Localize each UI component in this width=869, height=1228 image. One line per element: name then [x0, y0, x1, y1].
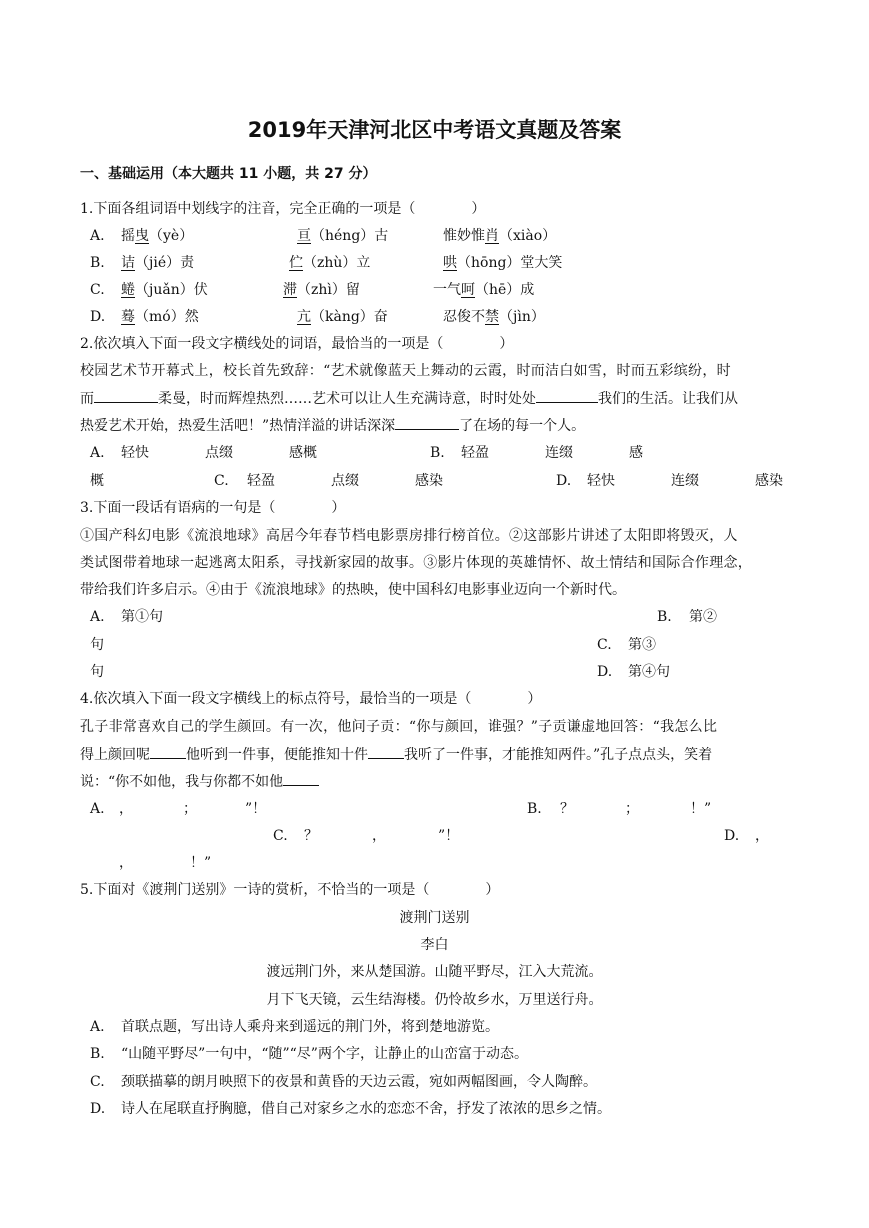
page-title: 2019年天津河北区中考语文真题及答案: [247, 118, 622, 142]
q4-option-c-mark1: ？: [304, 828, 318, 844]
q2-stem: 2.依次填入下面一段文字横线处的词语，最恰当的一项是（ ）: [80, 336, 514, 352]
q4-passage-line2: 得上颜回呢 他听到一件事，便能推知十件 我听了一件事，才能推知两件。”孔子点点头，笑着: [80, 744, 712, 765]
q3-option-a-text: 第①句: [121, 609, 163, 625]
q3-option-b-label: B.: [657, 609, 672, 625]
q3-passage-line1: ①国产科幻电影《流浪地球》高居今年春节档电影票房排行榜首位。②这部影片讲述了太阳即将毁灭，人: [80, 528, 738, 544]
q4-option-b-label: B.: [527, 801, 542, 817]
q3-option-d-label: D.: [597, 664, 613, 680]
q5-stem: 5.下面对《渡荆门送别》一诗的赏析，不恰当的一项是（ ）: [80, 882, 500, 898]
poem-author: 李白: [420, 937, 449, 953]
q1-option-b-item2: 伫（zhù）立: [289, 255, 371, 271]
q2-option-b-word2: 连缀: [545, 445, 573, 461]
q2-option-c-word3: 感染: [415, 473, 443, 489]
q4-option-d-mark2: ，: [119, 855, 133, 871]
q2-passage-line1: 校园艺术节开幕式上，校长首先致辞：“艺术就像蓝天上舞动的云霞，时而洁白如雪，时而五彩缤纷，时: [80, 363, 731, 379]
q3-stem: 3.下面一段话有语病的一句是（ ）: [80, 500, 346, 516]
q3-option-b-text-cont: 句: [90, 637, 104, 653]
q2-passage-line3: 热爱艺术开始，热爱生活吧！”热情洋溢的讲话深深 了在场的每一个人。: [80, 415, 585, 436]
q2-option-d-label: D.: [556, 473, 572, 489]
q4-option-a-label: A.: [90, 801, 105, 817]
q2-option-c-word1: 轻盈: [247, 473, 275, 489]
q2-option-d-word2: 连缀: [671, 473, 699, 489]
q1-option-c-item1: 蜷（juǎn）伏: [121, 282, 208, 298]
q4-option-c-mark2: ，: [372, 828, 386, 844]
q1-option-a-item2: 亘（héng）古: [297, 228, 389, 244]
poem-line-2: 月下飞天镜，云生结海楼。仍怜故乡水，万里送行舟。: [266, 992, 603, 1008]
q4-option-b-mark1: ？: [560, 801, 574, 817]
q2-option-b-word3b: 概: [90, 473, 104, 489]
q5-option-c-label: C.: [90, 1074, 105, 1090]
q2-option-a-word3: 感概: [289, 445, 317, 461]
q1-option-c-item2: 滞（zhì）留: [283, 282, 360, 298]
q1-option-b-label: B.: [90, 255, 105, 271]
q2-option-b-word3a: 感: [629, 445, 643, 461]
q5-option-d-text: 诗人在尾联直抒胸臆，借自己对家乡之水的恋恋不舍，抒发了浓浓的思乡之情。: [121, 1101, 611, 1117]
q4-stem: 4.依次填入下面一段文字横线上的标点符号，最恰当的一项是（ ）: [80, 691, 542, 707]
q5-option-a-text: 首联点题，写出诗人乘舟来到遥远的荆门外，将到楚地游览。: [121, 1019, 499, 1035]
q1-option-b-item1: 诘（jié）责: [121, 255, 195, 271]
q4-blank-1: [150, 744, 186, 759]
q2-option-b-label: B.: [430, 445, 445, 461]
q4-option-d-mark3: ！”: [190, 855, 212, 871]
q2-option-b-word1: 轻盈: [461, 445, 489, 461]
q5-option-c-text: 颈联描摹的朗月映照下的夜景和黄昏的天边云霞，宛如两幅图画，令人陶醉。: [121, 1074, 597, 1090]
q2-option-a-word1: 轻快: [121, 445, 149, 461]
q2-option-a-word2: 点缀: [205, 445, 233, 461]
q4-option-c-mark3: ”！: [438, 828, 460, 844]
q3-option-b-text: 第②: [689, 609, 717, 625]
q3-option-a-label: A.: [90, 609, 105, 625]
q2-option-a-label: A.: [90, 445, 105, 461]
q4-passage-line3: 说：“你不如他，我与你都不如他: [80, 771, 319, 792]
q3-passage-line3: 带给我们许多启示。④由于《流浪地球》的热映，使中国科幻电影事业迈向一个新时代。: [80, 582, 626, 598]
q2-option-c-label: C.: [214, 473, 229, 489]
q1-stem: 1.下面各组词语中划线字的注音，完全正确的一项是（ ）: [80, 201, 486, 217]
q1-option-a-item1: 摇曳（yè）: [121, 228, 194, 244]
q2-option-c-word2: 点缀: [331, 473, 359, 489]
section-heading: 一、基础运用（本大题共 11 小题，共 27 分）: [80, 166, 377, 182]
q5-option-b-label: B.: [90, 1046, 105, 1062]
q4-option-b-mark3: ！”: [690, 801, 712, 817]
q3-passage-line2: 类试图带着地球一起逃离太阳系，寻找新家园的故事。③影片体现的英雄情怀、故土情结和国际合作理念，: [80, 555, 753, 571]
q5-option-d-label: D.: [90, 1101, 106, 1117]
q4-option-a-mark1: ，: [119, 801, 133, 817]
q4-blank-3: [283, 771, 319, 786]
q1-option-d-item2: 亢（kàng）奋: [297, 309, 388, 325]
q2-passage-line2: 而 柔曼，时而辉煌热烈……艺术可以让人生充满诗意，时时处处 我们的生活。让我们从: [80, 388, 738, 409]
q2-option-d-word3: 感染: [755, 473, 783, 489]
poem-line-1: 渡远荆门外，来从楚国游。山随平野尽，江入大荒流。: [266, 964, 603, 980]
q2-blank-3: [395, 415, 459, 430]
poem-title: 渡荆门送别: [399, 910, 470, 926]
q1-option-a-item3: 惟妙惟肖（xiào）: [443, 228, 557, 244]
q2-option-d-word1: 轻快: [587, 473, 615, 489]
q4-passage-line1: 孔子非常喜欢自己的学生颜回。有一次，他问子贡：“你与颜回，谁强？”子贡谦虚地回答：“我怎么比: [80, 719, 718, 735]
q2-blank-1: [94, 388, 158, 403]
q1-option-c-label: C.: [90, 282, 105, 298]
q4-option-c-label: C.: [273, 828, 288, 844]
q4-blank-2: [368, 744, 404, 759]
q5-option-a-label: A.: [90, 1019, 105, 1035]
q5-option-b-text: “山随平野尽”一句中，“随”“尽”两个字，让静止的山峦富于动态。: [121, 1046, 528, 1062]
q1-option-c-item3: 一气呵（hē）成: [433, 282, 535, 298]
q3-option-c-text: 第③: [628, 637, 656, 653]
q1-option-d-item3: 忍俊不禁（jìn）: [443, 309, 545, 325]
q4-option-a-mark3: ”！: [245, 801, 267, 817]
q3-option-c-label: C.: [597, 637, 612, 653]
q1-option-d-label: D.: [90, 309, 106, 325]
q1-option-d-item1: 蓦（mó）然: [121, 309, 199, 325]
q3-option-d-text: 第④句: [628, 664, 670, 680]
q4-option-d-mark1: ，: [755, 828, 769, 844]
q1-option-a-label: A.: [90, 228, 105, 244]
q4-option-a-mark2: ；: [183, 801, 197, 817]
q4-option-b-mark2: ；: [625, 801, 639, 817]
q1-option-b-item3: 哄（hōng）堂大笑: [443, 255, 563, 271]
q4-option-d-label: D.: [724, 828, 740, 844]
q3-option-c-text-cont: 句: [90, 664, 104, 680]
q2-blank-2: [536, 388, 598, 403]
